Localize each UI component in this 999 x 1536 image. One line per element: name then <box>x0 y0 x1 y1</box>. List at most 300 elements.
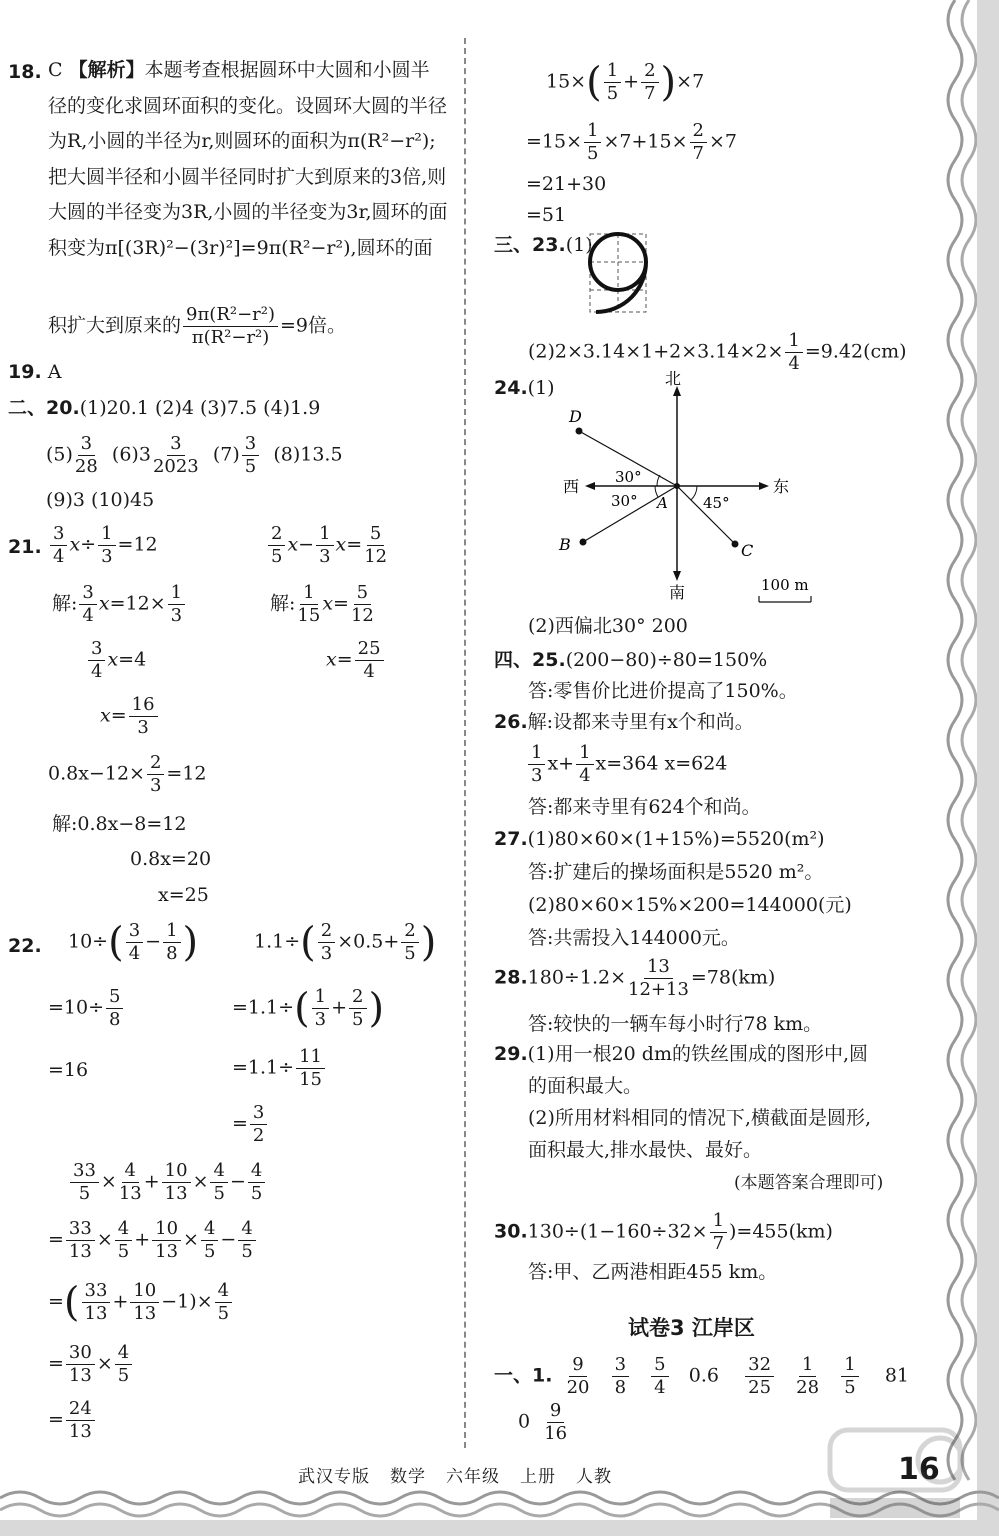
q29-line4: 面积最大,排水最快、最好。 <box>528 1139 763 1161</box>
footer-edition: 武汉专版 <box>298 1467 370 1487</box>
q22-c-step4 <box>48 1398 97 1443</box>
op: = <box>118 648 135 671</box>
frac-den: 3 <box>320 943 333 964</box>
frac-den: 5 <box>213 1183 225 1204</box>
frac-den: 13 <box>133 1303 157 1324</box>
q28-number: 28. <box>494 966 528 989</box>
q26-line3: 答:都来寺里有624个和尚。 <box>528 796 761 818</box>
frac-den: 5 <box>271 546 283 567</box>
eq3-line: 0.8x−12× <box>48 762 145 785</box>
q27-text: (1)80×60×(1+15%)=5520(m²) <box>527 828 825 850</box>
frac-num: 1 <box>584 120 601 143</box>
var-x: x <box>107 648 119 671</box>
section-one: 一、 <box>494 1364 533 1387</box>
frac-num: 2 <box>641 60 658 83</box>
frac-num: 2 <box>401 920 418 943</box>
angle-arc-1 <box>657 475 660 486</box>
op: = <box>232 1112 248 1135</box>
frac-den: 15 <box>297 605 321 626</box>
frac-den: 25 <box>748 1377 772 1398</box>
frac-num: 16 <box>129 694 158 717</box>
q18-fraction <box>183 304 278 349</box>
op: + <box>143 1170 160 1193</box>
south-arrow <box>673 571 681 581</box>
frac-num: 4 <box>115 1342 132 1365</box>
expr: ×7 <box>676 70 705 93</box>
point-A <box>674 483 680 489</box>
q22-b-step3 <box>232 1102 269 1147</box>
paren: ) <box>368 985 385 1032</box>
page-number: 16 <box>898 1452 940 1487</box>
label-north: 北 <box>664 370 682 388</box>
q18-conclusion <box>48 304 346 349</box>
q29-line2: 的面积最大。 <box>528 1075 643 1097</box>
frac-den: 3 <box>149 775 162 796</box>
frac-num: 1 <box>841 1354 858 1377</box>
frac-num: 4 <box>248 1160 265 1183</box>
calc-step2: =21+30 <box>526 173 607 195</box>
val: 0.6 <box>688 1364 719 1387</box>
frac-num: 1 <box>604 60 621 83</box>
jie: 解: <box>52 592 78 615</box>
var-x: x <box>69 533 81 556</box>
q20-p5: (5) <box>46 443 73 466</box>
frac-num: 3 <box>250 1102 267 1125</box>
q22-c <box>68 1160 267 1205</box>
frac-den: 5 <box>244 456 257 477</box>
frac-den: 12 <box>350 605 374 626</box>
op: = <box>109 592 126 615</box>
op: = <box>48 1290 64 1313</box>
frac-den: 5 <box>217 1303 230 1324</box>
op: + <box>112 1290 129 1313</box>
calc-top <box>546 60 704 105</box>
frac-den: π(R²−r²) <box>191 327 270 348</box>
val: 12 <box>133 533 158 556</box>
expr: =1.1÷ <box>232 1056 295 1079</box>
expr: ×7 <box>708 130 737 153</box>
op: − <box>229 1170 246 1193</box>
q20-p7: (7) <box>212 443 240 466</box>
op: ×0.5+ <box>337 930 400 953</box>
q25-line2: 答:零售价比进价提高了150%。 <box>528 680 798 702</box>
q21-eq2-step1 <box>270 582 376 627</box>
frac-den: 2 <box>252 1125 265 1146</box>
frac-den: 13 <box>155 1241 179 1262</box>
frac-num: 3 <box>242 433 259 456</box>
frac-num: 1 <box>163 920 180 943</box>
op: = <box>48 1228 64 1251</box>
val: 0 <box>518 1410 531 1433</box>
frac-num: 33 <box>66 1218 95 1241</box>
q21-eq1-step1 <box>52 582 187 627</box>
frac-num: 1 <box>576 742 593 765</box>
q29-line1 <box>494 1042 868 1066</box>
scale-label: 100 m <box>761 576 809 594</box>
q21-eq1 <box>48 523 158 568</box>
paren: ( <box>294 985 310 1032</box>
frac-den: 8 <box>109 1009 121 1030</box>
op: + <box>331 996 348 1019</box>
frac-den: 5 <box>241 1241 253 1262</box>
expr: =10÷ <box>48 996 105 1019</box>
q30-number: 30. <box>494 1220 528 1243</box>
q29-line3: (2)所用材料相同的情况下,横截面是圆形, <box>528 1107 871 1129</box>
frac-num: 11 <box>296 1046 325 1069</box>
paren: ( <box>108 919 124 966</box>
expr: x+ <box>547 752 575 775</box>
frac-den: 28 <box>796 1377 820 1398</box>
q19 <box>8 360 61 384</box>
q23-line1 <box>494 233 593 257</box>
op: − <box>145 930 162 953</box>
q23-part1: (1) <box>565 234 593 256</box>
frac-den: 5 <box>250 1183 263 1204</box>
frac-num: 10 <box>162 1160 191 1183</box>
section-four: 四、 <box>494 649 533 671</box>
wavy-border-right <box>933 0 999 1536</box>
point-D <box>576 428 583 435</box>
frac-den: 5 <box>404 943 416 964</box>
op: = <box>48 1408 64 1431</box>
angle-30-upper: 30° <box>615 468 642 486</box>
frac-den: 3 <box>170 605 183 626</box>
q18-answer: C <box>48 59 63 81</box>
var-x: x <box>100 704 111 727</box>
frac-den: 13 <box>84 1303 108 1324</box>
q30-line2: 答:甲、乙两港相距455 km。 <box>528 1261 778 1283</box>
point-C <box>732 541 739 548</box>
val: 12 <box>182 762 207 785</box>
q29-note: (本题答案合理即可) <box>734 1173 884 1193</box>
q27-line2: 答:扩建后的操场面积是5520 m²。 <box>528 861 824 883</box>
p3-q1-number: 1. <box>532 1364 553 1387</box>
frac-num: 3 <box>88 638 105 661</box>
label-east: 东 <box>773 477 790 496</box>
q20-frac6 <box>153 433 199 478</box>
frac-num: 4 <box>201 1218 218 1241</box>
paren: ) <box>182 919 199 966</box>
q25-number: 25. <box>532 649 566 671</box>
q28-line2: 答:较快的一辆车每小时行78 km。 <box>528 1013 823 1035</box>
label-D: D <box>569 407 582 426</box>
q21-eq1-step3 <box>100 694 160 739</box>
q22-b-step2 <box>232 1046 327 1091</box>
frac-den: 15 <box>299 1069 322 1090</box>
frac-den: 5 <box>117 1241 130 1262</box>
frac-num: 5 <box>367 523 384 546</box>
paper3-title: 试卷3 江岸区 <box>628 1316 755 1340</box>
expr: =78(km) <box>690 966 776 989</box>
frac-num: 1 <box>312 986 329 1009</box>
q26-line2 <box>526 742 727 787</box>
frac-num: 3 <box>126 920 143 943</box>
frac-num: 3 <box>50 523 67 546</box>
frac-den-7: 7 <box>692 143 704 164</box>
frac-num: 1 <box>710 1210 727 1233</box>
angle-arc-3 <box>691 486 697 500</box>
q21-eq1-step2 <box>86 638 146 683</box>
op: = <box>110 704 127 727</box>
angle-45: 45° <box>703 494 730 512</box>
frac-den: 13 <box>118 1183 142 1204</box>
frac-den: 4 <box>91 661 103 682</box>
frac-den: 13 <box>68 1365 92 1386</box>
q21-eq2-step2 <box>326 638 386 683</box>
op: = <box>346 533 363 556</box>
paren: ) <box>420 919 437 966</box>
op: = <box>333 592 349 615</box>
frac-num: 5 <box>354 582 371 605</box>
frac-den: 2023 <box>152 456 199 477</box>
frac-num: 5 <box>651 1354 668 1377</box>
frac-num: 33 <box>70 1160 99 1183</box>
q20-p6: (6)3 <box>111 443 151 466</box>
frac-num: 24 <box>66 1398 95 1421</box>
q29-text: (1)用一根20 dm的铁丝围成的图形中,圆 <box>527 1043 869 1065</box>
q22-a <box>68 920 198 965</box>
calc-step1 <box>526 120 737 165</box>
q19-answer: A <box>47 361 62 383</box>
frac-num: 2 <box>268 523 285 546</box>
expr: 130÷(1−160÷32× <box>527 1220 708 1243</box>
frac-num: 4 <box>122 1160 139 1183</box>
expr: 180÷1.2× <box>527 966 626 989</box>
paren: ( <box>586 59 602 106</box>
op: ÷ <box>80 533 97 556</box>
frac-den: 3 <box>314 1009 327 1030</box>
frac-num: 2 <box>349 986 366 1009</box>
op: × <box>196 1290 213 1313</box>
val: 4 <box>134 648 147 671</box>
frac-num: 4 <box>238 1218 255 1241</box>
frac-num: 5 <box>106 986 123 1009</box>
expr: =1.1÷ <box>232 996 295 1019</box>
label-C: C <box>741 541 754 560</box>
q22-number: 22. <box>8 935 42 957</box>
val: 81 <box>884 1364 910 1387</box>
val: 12 <box>125 592 150 615</box>
frac-den: 5 <box>352 1009 364 1030</box>
q24-number: 24. <box>494 377 528 399</box>
q22-a-step1 <box>48 986 125 1031</box>
q22-c-step2 <box>48 1280 234 1325</box>
p3-q1-line2 <box>518 1400 569 1445</box>
q20-answers-1-4: (1)20.1 (2)4 (3)7.5 (4)1.9 <box>79 397 321 419</box>
frac-den: 4 <box>788 353 800 374</box>
frac-den: 3 <box>531 765 543 786</box>
q21-number: 21. <box>8 536 42 558</box>
q20-p8: (8)13.5 <box>273 443 343 466</box>
frac-num: 2 <box>147 752 164 775</box>
frac-num: 25 <box>355 638 384 661</box>
q20-line1 <box>8 396 320 420</box>
q26-line1 <box>494 710 754 734</box>
q23-number: 23. <box>532 234 566 256</box>
label-A: A <box>657 494 668 512</box>
frac-den-7: 7 <box>644 83 656 104</box>
var-x: x <box>287 533 299 556</box>
frac-den: 5 <box>844 1377 856 1398</box>
paren: ( <box>63 1279 80 1326</box>
q28-line1 <box>494 956 775 1001</box>
expr: )=455(km) <box>729 1220 833 1243</box>
q22-b-step1 <box>232 986 384 1031</box>
label-B: B <box>559 535 571 554</box>
frac-num: 10 <box>130 1280 159 1303</box>
q25-expr: (200−80)÷80=150% <box>565 649 768 671</box>
frac-num: 30 <box>66 1342 95 1365</box>
footer-subject: 数学 <box>390 1467 426 1487</box>
op: = <box>336 648 353 671</box>
frac-den: 16 <box>544 1423 568 1444</box>
frac-num: 33 <box>82 1280 111 1303</box>
expr: (2)2×3.14×1+2×3.14×2× <box>528 340 784 363</box>
op: = <box>166 762 183 785</box>
op: × <box>192 1170 209 1193</box>
frac-num: 2 <box>318 920 335 943</box>
expr: ×7+15× <box>603 130 688 153</box>
q27-line3: (2)80×60×15%×200=144000(元) <box>528 894 852 916</box>
frac-den: 13 <box>68 1241 92 1262</box>
q20-frac7 <box>242 433 259 478</box>
expr: =9.42(cm) <box>804 340 907 363</box>
op: × <box>183 1228 199 1251</box>
frac-num: 13 <box>644 956 673 979</box>
angle-30-lower: 30° <box>611 492 638 510</box>
q18-tail-post: =9倍。 <box>280 314 347 337</box>
q21-eq3-step1: 解:0.8x−8=12 <box>52 813 187 835</box>
q23-line2 <box>528 330 907 375</box>
watermark-logo <box>820 1420 970 1530</box>
op: + <box>623 70 640 93</box>
q19-number: 19. <box>8 361 42 383</box>
footer-volume: 上册 <box>520 1467 556 1487</box>
frac-den: 5 <box>78 1183 91 1204</box>
q22-c-step1 <box>48 1218 258 1263</box>
expr: 15× <box>546 70 587 93</box>
frac-num: 2 <box>690 120 707 143</box>
q24-line2: (2)西偏北30° 200 <box>528 615 688 637</box>
q22-c-step3 <box>48 1342 134 1387</box>
frac-num: 1 <box>528 742 545 765</box>
frac-num: 3 <box>612 1354 629 1377</box>
q18-tail-pre: 积扩大到原来的 <box>48 314 182 337</box>
q18-text: 本题考查根据圆环中大圆和小圆半径的变化求圆环面积的变化。设圆环大圆的半径为R,小圆的半径为r,则圆环的面积为π(R²−r²);把大圆半径和小圆半径同时扩大到原来的3倍,则大圆的半径变为3R,小圆的半径变为3r,圆环的面积变为π[(3R)²−(3r)²]=9π(R²−r²),圆环的面 <box>48 59 448 259</box>
frac-den: 5 <box>587 143 599 164</box>
q20-number: 20. <box>46 397 80 419</box>
expr: 10÷ <box>68 930 109 953</box>
east-arrow <box>759 482 769 490</box>
op: × <box>96 1352 113 1375</box>
frac-num: 4 <box>215 1280 232 1303</box>
frac-num: 1 <box>799 1354 816 1377</box>
frac-den: 5 <box>606 83 619 104</box>
label-west: 西 <box>563 477 580 496</box>
column-divider <box>464 38 466 1448</box>
q20-line2 <box>46 433 343 478</box>
frac-num: 1 <box>98 523 115 546</box>
var-x: x <box>98 592 110 615</box>
op: × <box>100 1170 117 1193</box>
q27-line1 <box>494 827 825 851</box>
frac-den: 4 <box>363 661 375 682</box>
frac-num: 4 <box>210 1160 227 1183</box>
q21-eq3 <box>48 752 207 797</box>
p3-q1-line1 <box>494 1354 909 1399</box>
frac-den: 4 <box>53 546 65 567</box>
frac-num: 10 <box>152 1218 181 1241</box>
point-B <box>580 539 587 546</box>
frac-num: 1 <box>316 523 333 546</box>
frac-num: 1 <box>300 582 317 605</box>
frac-den: 5 <box>117 1365 130 1386</box>
var-x: x <box>335 533 347 556</box>
frac-den: 4 <box>82 605 94 626</box>
west-arrow <box>585 482 595 490</box>
q21-eq3-step3: x=25 <box>158 884 209 906</box>
q25-line1 <box>494 648 767 672</box>
q23-figure <box>588 232 650 316</box>
op: − <box>298 533 315 556</box>
jie: 解: <box>270 592 296 615</box>
q21-eq3-step2: 0.8x=20 <box>130 848 212 870</box>
op: −1) <box>161 1290 197 1313</box>
q20-line3: (9)3 (10)45 <box>46 489 155 511</box>
q20-frac5 <box>75 433 98 478</box>
frac-num: 9π(R²−r²) <box>183 304 278 327</box>
frac-den: 12+13 <box>628 979 689 1000</box>
paren: ) <box>660 59 677 106</box>
op: − <box>220 1228 237 1251</box>
q29-number: 29. <box>494 1043 528 1065</box>
q24-compass-diagram <box>555 370 820 610</box>
frac-num: 3 <box>79 582 96 605</box>
footer-grade: 六年级 <box>446 1467 500 1487</box>
q18-number: 18. <box>8 61 42 83</box>
q24-part1: (1) <box>527 377 555 399</box>
calc-step3: =51 <box>526 204 567 226</box>
op: × <box>149 592 166 615</box>
frac-den: 13 <box>68 1421 92 1442</box>
section-two: 二、 <box>8 397 47 419</box>
q26-number: 26. <box>494 711 528 733</box>
frac-num: 9 <box>569 1354 586 1377</box>
expr: 1.1÷ <box>254 930 301 953</box>
frac-num: 32 <box>745 1354 774 1377</box>
var-x: x <box>326 648 337 671</box>
frac-num: 4 <box>115 1218 132 1241</box>
op: + <box>134 1228 151 1251</box>
frac-den: 8 <box>166 943 178 964</box>
expr: =15× <box>526 130 583 153</box>
frac-num: 1 <box>785 330 802 353</box>
footer-publisher: 人教 <box>576 1467 612 1487</box>
paren: ( <box>300 919 316 966</box>
var-x: x <box>322 592 334 615</box>
q27-number: 27. <box>494 828 528 850</box>
q18-explanation <box>48 53 448 266</box>
frac-den: 4 <box>128 943 141 964</box>
q30-line1 <box>494 1210 833 1255</box>
frac-den: 4 <box>579 765 591 786</box>
page-footer <box>298 1462 632 1487</box>
frac-den: 12 <box>364 546 388 567</box>
q24-line1 <box>494 376 555 400</box>
frac-den: 3 <box>137 717 149 738</box>
frac-den: 3 <box>319 546 331 567</box>
q22-a-step2: =16 <box>48 1059 89 1081</box>
